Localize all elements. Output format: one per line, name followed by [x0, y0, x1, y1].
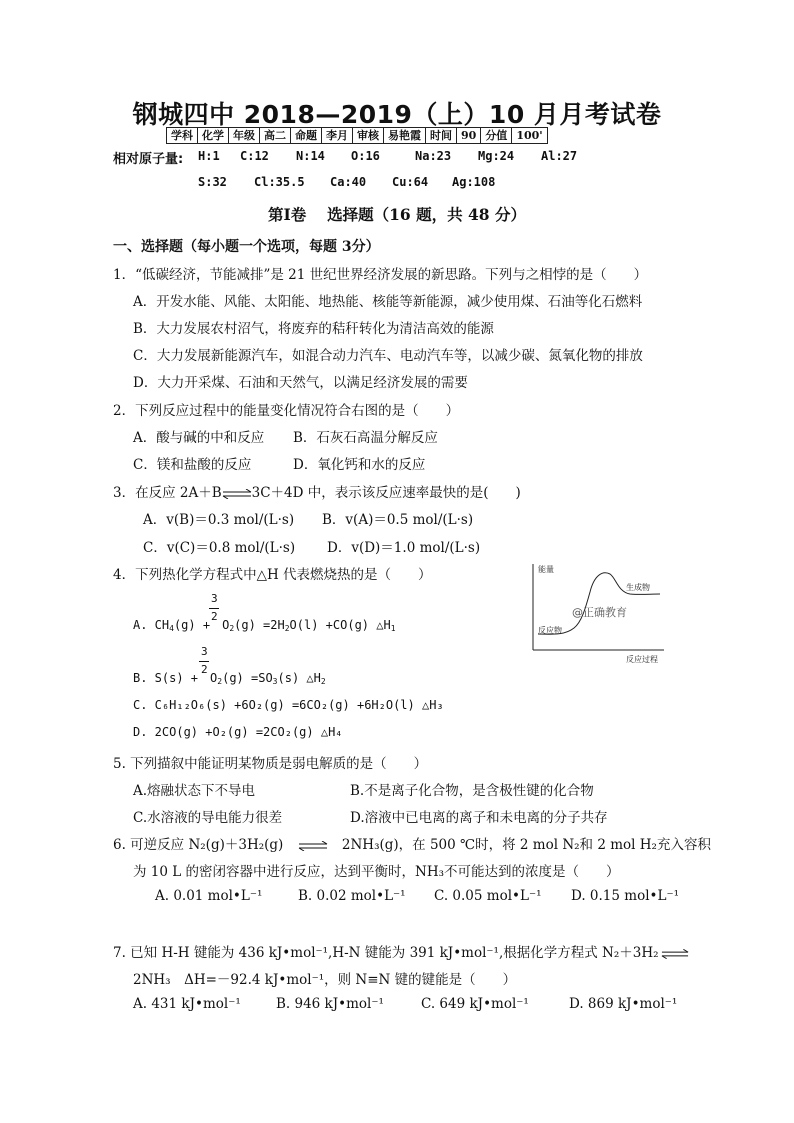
option-a-text: (g) + [173, 618, 211, 632]
atomic-mass: Na:23 [415, 149, 452, 163]
atomic-mass: Mg:24 [478, 149, 515, 163]
question-7-stem [113, 941, 689, 961]
question-6-option-c: C. 0.05 mol•L⁻¹ [434, 888, 542, 904]
question-6-stem [113, 833, 711, 853]
atomic-mass: S:32 [198, 175, 227, 189]
exam-info-table [166, 127, 548, 144]
equilibrium-arrow-icon [296, 841, 330, 851]
equilibrium-arrow-icon [661, 949, 689, 959]
atomic-mass: N:14 [296, 149, 325, 163]
question-2-stem: 2．下列反应过程中的能量变化情况符合右图的是（ ） [113, 403, 460, 419]
question-3-option-b: B．v(A)＝0.5 mol/(L·s) [322, 512, 474, 528]
question-1-stem: 1．“低碳经济，节能减排”是 21 世纪世界经济发展的新思路。下列与之相悖的是（ ） [113, 267, 648, 283]
watermark-text: @正确教育 [572, 606, 627, 619]
question-6-stem-pre: 6. 可逆反应 N₂(g)＋3H₂(g) [113, 837, 284, 853]
option-b-text: (s) △H [277, 671, 321, 685]
option-a-text: O(l) +CO(g) △H [289, 618, 391, 632]
fraction-numerator: 3 [201, 645, 208, 658]
question-7-option-a: A. 431 kJ•mol⁻¹ [133, 996, 241, 1012]
question-6-stem-line2: 为 10 L 的密闭容器中进行反应，达到平衡时，NH₃不可能达到的浓度是（ ） [133, 864, 620, 880]
exam-title: 钢城四中 2018—2019（上）10 月月考试卷 [132, 100, 662, 129]
question-1-option-c: C．大力发展新能源汽车，如混合动力汽车、电动汽车等，以减少碳、氮氧化物的排放 [133, 348, 643, 364]
fraction-bar [209, 608, 219, 609]
info-cell: 时间 [426, 128, 457, 144]
atomic-mass: C:12 [240, 149, 269, 163]
info-cell: 分值 [481, 128, 512, 144]
info-cell: 学科 [167, 128, 198, 144]
energy-axis-label: 能量 [538, 565, 554, 574]
fraction-denominator: 2 [211, 610, 218, 623]
info-cell: 李月 [322, 128, 353, 144]
info-cell: 高二 [260, 128, 291, 144]
question-1-option-d: D．大力开采煤、石油和天然气，以满足经济发展的需要 [133, 375, 468, 391]
option-b-text: B. S(s) + [133, 671, 199, 685]
question-7-stem-text: 7. 已知 H-H 键能为 436 kJ•mol⁻¹,H-N 键能为 391 kJ•mol⁻¹,根据化学方程式 N₂＋3H₂ [113, 945, 659, 961]
question-3-stem-post: 3C＋4D 中，表示该反应速率最快的是( ) [251, 485, 521, 501]
question-4-stem: 4．下列热化学方程式中△H 代表燃烧热的是（ ） [113, 567, 432, 583]
question-5-option-d: D.溶液中已电离的离子和未电离的分子共存 [350, 810, 608, 826]
question-7-option-d: D. 869 kJ•mol⁻¹ [569, 996, 678, 1012]
energy-diagram [530, 562, 666, 666]
atomic-mass: Ag:108 [452, 175, 496, 189]
equilibrium-arrow-icon [222, 489, 252, 499]
question-3-option-c: C．v(C)＝0.8 mol/(L·s) [143, 540, 296, 556]
question-1-option-a: A．开发水能、风能、太阳能、地热能、核能等新能源，减少使用煤、石油等化石燃料 [133, 294, 643, 310]
question-6-option-a: A. 0.01 mol•L⁻¹ [155, 888, 263, 904]
atomic-mass: Cl:35.5 [254, 175, 305, 189]
question-3-stem-pre: 3．在反应 2A＋B [113, 485, 222, 501]
question-1-option-b: B．大力发展农村沼气，将废弃的秸秆转化为清洁高效的能源 [133, 321, 494, 337]
atomic-mass: Cu:64 [392, 175, 429, 189]
question-2-option-d: D．氧化钙和水的反应 [293, 457, 426, 473]
atomic-mass: Ca:40 [330, 175, 367, 189]
question-4-option-b: B. $S(s) + O_2(g) =SO_3(s)$ $\triangle H_2$ [133, 671, 326, 686]
question-3-option-d: D．v(D)＝1.0 mol/(L·s) [327, 540, 481, 556]
info-cell: 年级 [229, 128, 260, 144]
option-a-text: A. CH [133, 618, 170, 632]
fraction-bar [199, 661, 209, 662]
question-6-stem-post: 2NH₃(g)，在 500 ℃时，将 2 mol N₂和 2 mol H₂充入容积 [341, 837, 711, 853]
reactant-label: 反应物 [538, 626, 562, 635]
process-axis-label: 反应过程 [626, 655, 658, 664]
atomic-mass: H:1 [198, 149, 220, 163]
product-label: 生成物 [626, 583, 650, 592]
question-5-stem: 5. 下列描叙中能证明某物质是弱电解质的是（ ） [113, 756, 428, 772]
energy-curve [538, 573, 660, 634]
info-cell: 易艳霞 [384, 128, 426, 144]
question-5-option-a: A.熔融状态下不导电 [133, 783, 256, 799]
question-3-option-a: A．v(B)＝0.3 mol/(L·s) [143, 512, 295, 528]
atomic-mass: O:16 [351, 149, 380, 163]
question-7-option-c: C. 649 kJ•mol⁻¹ [421, 996, 529, 1012]
section-heading: 一、选择题（每小题一个选项，每题 3分） [113, 239, 380, 255]
info-cell: 100' [512, 128, 547, 144]
atomic-label: 相对原子量: [113, 152, 184, 167]
info-cell: 命题 [291, 128, 322, 144]
info-cell: 90 [457, 128, 481, 144]
question-2-option-a: A．酸与碱的中和反应 [133, 430, 265, 446]
fraction-denominator: 2 [201, 663, 208, 676]
atomic-mass: Al:27 [541, 149, 578, 163]
question-2-option-c: C．镁和盐酸的反应 [133, 457, 252, 473]
question-4-option-c: C. C₆H₁₂O₆(s) +6O₂(g) =6CO₂(g) +6H₂O(l) △H₃ [133, 698, 444, 712]
info-cell: 化学 [198, 128, 229, 144]
option-b-text: O [210, 671, 218, 685]
question-4-option-d: D. 2CO(g) +O₂(g) =2CO₂(g) △H₄ [133, 725, 343, 739]
question-5-option-b: B.不是离子化合物，是含极性键的化合物 [350, 783, 594, 799]
question-4-option-a: A. $CH_4(g) + O_2(g) =2H_2O(l) +CO(g)$ $\triangle H_1$ [133, 618, 396, 633]
option-a-text: O [222, 618, 230, 632]
question-3-stem [113, 481, 521, 501]
section-title: 第Ⅰ卷 选择题（16 题，共 48 分） [268, 205, 526, 224]
option-b-text: (g) =SO [222, 671, 273, 685]
question-6-option-b: B. 0.02 mol•L⁻¹ [298, 888, 406, 904]
option-a-text: (g) =2H [234, 618, 285, 632]
info-cell: 审核 [353, 128, 384, 144]
fraction-numerator: 3 [211, 592, 218, 605]
question-7-option-b: B. 946 kJ•mol⁻¹ [276, 996, 384, 1012]
question-2-option-b: B．石灰石高温分解反应 [293, 430, 438, 446]
question-5-option-c: C.水溶液的导电能力很差 [133, 810, 283, 826]
question-7-stem-line2: 2NH₃ ΔH=－92.4 kJ•mol⁻¹，则 N≡N 键的键能是（ ） [133, 972, 517, 988]
question-6-option-d: D. 0.15 mol•L⁻¹ [571, 888, 679, 904]
